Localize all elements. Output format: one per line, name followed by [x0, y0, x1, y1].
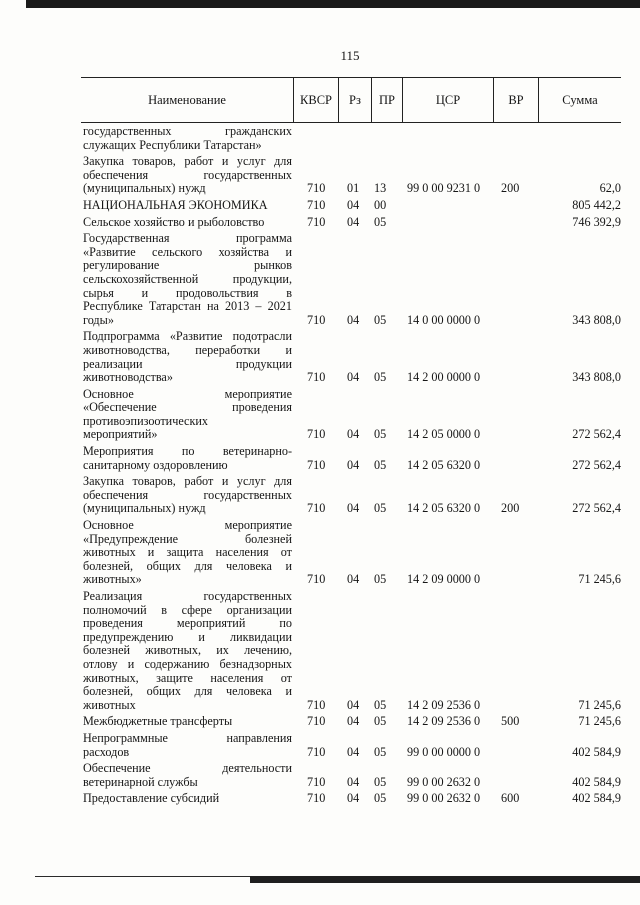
row-name-line: (муниципальных) нужд — [83, 181, 206, 196]
row-name-line: «Обеспечение проведения — [83, 400, 292, 415]
row-kvsr: 710 — [307, 312, 326, 327]
row-pr: 05 — [374, 744, 387, 759]
row-kvsr: 710 — [307, 572, 326, 587]
row-name — [81, 232, 292, 327]
row-csr: 14 0 00 0000 0 — [407, 312, 481, 327]
table-row — [81, 762, 621, 789]
row-name-line: расходов — [83, 744, 130, 759]
row-name-line: отлову и содержанию безнадзорных — [83, 656, 292, 671]
row-kvsr: 710 — [307, 427, 326, 442]
row-sum: 71 245,6 — [578, 714, 621, 729]
row-csr: 14 2 05 6320 0 — [407, 457, 481, 472]
page-number: 115 — [340, 48, 360, 63]
table-row — [81, 388, 621, 442]
row-rz: 01 — [347, 181, 360, 196]
row-name-line: Предоставление субсидий — [83, 791, 220, 806]
scan-border-bottom-shade — [250, 876, 640, 883]
row-name — [81, 330, 292, 384]
row-vr: 200 — [501, 501, 520, 516]
row-name — [81, 445, 292, 472]
row-vr: 600 — [501, 791, 520, 806]
row-kvsr: 710 — [307, 714, 326, 729]
row-kvsr: 710 — [307, 697, 326, 712]
row-pr: 05 — [374, 370, 387, 385]
row-name-line: Сельское хозяйство и рыболовство — [83, 214, 265, 229]
row-pr: 05 — [374, 697, 387, 712]
row-name-line: (муниципальных) нужд — [83, 501, 206, 516]
row-name — [81, 519, 292, 587]
row-name-line: Обеспечение деятельности — [83, 761, 292, 776]
table-row — [81, 155, 621, 196]
row-name-line: регулирование рынков — [83, 258, 292, 273]
row-kvsr: 710 — [307, 197, 326, 212]
table-row — [81, 715, 621, 729]
row-sum: 71 245,6 — [578, 697, 621, 712]
table-row — [81, 519, 621, 587]
table-header — [81, 77, 621, 123]
row-pr: 05 — [374, 457, 387, 472]
row-sum: 62,0 — [599, 181, 621, 196]
row-name-line: противоэпизоотических — [83, 413, 208, 428]
row-csr: 14 2 09 0000 0 — [407, 572, 481, 587]
row-name-line: животных — [83, 697, 136, 712]
row-name-line: годы» — [83, 312, 114, 327]
row-name-line: животноводства, переработки и — [83, 342, 292, 357]
row-name-line: Основное мероприятие — [83, 518, 292, 533]
row-name-line: болезней, общих для человека и — [83, 684, 292, 699]
row-rz: 04 — [347, 312, 360, 327]
row-rz: 04 — [347, 744, 360, 759]
row-sum: 272 562,4 — [572, 501, 621, 516]
row-name-line: мероприятий» — [83, 427, 158, 442]
row-csr: 14 2 05 6320 0 — [407, 501, 481, 516]
table-row — [81, 232, 621, 327]
row-csr: 99 0 00 0000 0 — [407, 744, 481, 759]
header-csr: ЦСР — [435, 92, 461, 107]
row-name-line: Подпрограмма «Развитие подотрасли — [83, 329, 292, 344]
row-name-line: Закупка товаров, работ и услуг для — [83, 154, 292, 169]
row-name — [81, 199, 292, 213]
row-name-line: обеспечения государственных — [83, 487, 292, 502]
row-name-line: ветеринарной службы — [83, 774, 198, 789]
row-rz: 04 — [347, 697, 360, 712]
row-kvsr: 710 — [307, 744, 326, 759]
row-sum: 402 584,9 — [572, 791, 621, 806]
row-name — [81, 475, 292, 516]
row-pr: 13 — [374, 181, 387, 196]
row-name-line: проведения мероприятий по — [83, 616, 292, 631]
table-row — [81, 125, 621, 152]
header-rz: Рз — [349, 92, 361, 107]
row-kvsr: 710 — [307, 501, 326, 516]
table-row — [81, 475, 621, 516]
row-kvsr: 710 — [307, 214, 326, 229]
row-kvsr: 710 — [307, 181, 326, 196]
row-kvsr: 710 — [307, 791, 326, 806]
row-name-line: Государственная программа — [83, 231, 292, 246]
row-name-line: Закупка товаров, работ и услуг для — [83, 474, 292, 489]
row-name-line: животных и защита населения от — [83, 545, 292, 560]
row-pr: 05 — [374, 774, 387, 789]
row-pr: 05 — [374, 791, 387, 806]
row-name-line: Межбюджетные трансферты — [83, 714, 233, 729]
row-name-line: болезней животных, их лечению, — [83, 643, 292, 658]
row-rz: 04 — [347, 572, 360, 587]
row-rz: 04 — [347, 501, 360, 516]
row-name-line: полномочий в сфере организации — [83, 602, 292, 617]
row-pr: 00 — [374, 197, 387, 212]
row-sum: 272 562,4 — [572, 427, 621, 442]
row-name-line: государственных гражданских — [83, 124, 292, 138]
row-name-line: сельскохозяйственной продукции, — [83, 271, 292, 286]
row-rz: 04 — [347, 457, 360, 472]
header-kvsr: КВСР — [300, 92, 332, 107]
row-name-line: «Предупреждение болезней — [83, 531, 292, 546]
row-vr: 200 — [501, 181, 520, 196]
row-name-line: обеспечения государственных — [83, 167, 292, 182]
row-kvsr: 710 — [307, 370, 326, 385]
row-pr: 05 — [374, 214, 387, 229]
table-row — [81, 445, 621, 472]
header-pr: ПР — [379, 92, 395, 107]
table-row — [81, 199, 621, 213]
row-csr: 99 0 00 2632 0 — [407, 774, 481, 789]
row-csr: 14 2 00 0000 0 — [407, 370, 481, 385]
row-name-line: служащих Республики Татарстан» — [83, 137, 262, 152]
row-name-line: «Развитие сельского хозяйства и — [83, 244, 292, 259]
row-sum: 272 562,4 — [572, 457, 621, 472]
row-name-line: Республике Татарстан на 2013 – 2021 — [83, 299, 292, 314]
table-row — [81, 732, 621, 759]
row-csr: 14 2 09 2536 0 — [407, 697, 481, 712]
row-name-line: животных» — [83, 572, 142, 587]
row-rz: 04 — [347, 197, 360, 212]
row-name — [81, 125, 292, 152]
header-vr: ВР — [508, 92, 524, 107]
row-pr: 05 — [374, 714, 387, 729]
row-rz: 04 — [347, 774, 360, 789]
row-csr: 99 0 00 2632 0 — [407, 791, 481, 806]
row-name-line: НАЦИОНАЛЬНАЯ ЭКОНОМИКА — [83, 197, 268, 212]
table-row — [81, 216, 621, 230]
row-csr: 14 2 05 0000 0 — [407, 427, 481, 442]
row-name-line: предупреждению и ликвидации — [83, 629, 292, 644]
row-name-line: Непрограммные направления — [83, 730, 292, 745]
row-name-line: животных, защите населения от — [83, 670, 292, 685]
row-name — [81, 732, 292, 759]
row-kvsr: 710 — [307, 774, 326, 789]
row-pr: 05 — [374, 312, 387, 327]
row-pr: 05 — [374, 427, 387, 442]
row-rz: 04 — [347, 791, 360, 806]
row-name — [81, 155, 292, 196]
row-sum: 746 392,9 — [572, 214, 621, 229]
row-csr: 99 0 00 9231 0 — [407, 181, 481, 196]
row-pr: 05 — [374, 501, 387, 516]
row-name — [81, 590, 292, 712]
row-name-line: Мероприятия по ветеринарно- — [83, 444, 292, 459]
row-rz: 04 — [347, 427, 360, 442]
row-name — [81, 762, 292, 789]
row-name — [81, 715, 292, 729]
row-sum: 402 584,9 — [572, 774, 621, 789]
row-name-line: сырья и продовольствия в — [83, 285, 292, 300]
row-kvsr: 710 — [307, 457, 326, 472]
table-row — [81, 792, 621, 806]
row-name-line: болезней, общих для человека и — [83, 558, 292, 573]
scan-border-top — [26, 0, 640, 8]
row-name-line: животноводства» — [83, 370, 173, 385]
row-sum: 343 808,0 — [572, 312, 621, 327]
row-rz: 04 — [347, 214, 360, 229]
row-name-line: Реализация государственных — [83, 589, 292, 603]
table-row — [81, 590, 621, 712]
row-name — [81, 388, 292, 442]
header-sum: Сумма — [562, 92, 598, 107]
row-rz: 04 — [347, 714, 360, 729]
table-row — [81, 330, 621, 384]
table-body — [81, 125, 621, 806]
budget-table — [81, 77, 621, 806]
row-pr: 05 — [374, 572, 387, 587]
row-name-line: санитарному оздоровлению — [83, 457, 228, 472]
row-name — [81, 792, 292, 806]
row-sum: 343 808,0 — [572, 370, 621, 385]
row-csr: 14 2 09 2536 0 — [407, 714, 481, 729]
header-name: Наименование — [148, 92, 226, 107]
row-rz: 04 — [347, 370, 360, 385]
row-name-line: Основное мероприятие — [83, 386, 292, 401]
row-sum: 71 245,6 — [578, 572, 621, 587]
row-sum: 805 442,2 — [572, 197, 621, 212]
row-sum: 402 584,9 — [572, 744, 621, 759]
row-name-line: реализации продукции — [83, 356, 292, 371]
row-vr: 500 — [501, 714, 520, 729]
row-name — [81, 216, 292, 230]
